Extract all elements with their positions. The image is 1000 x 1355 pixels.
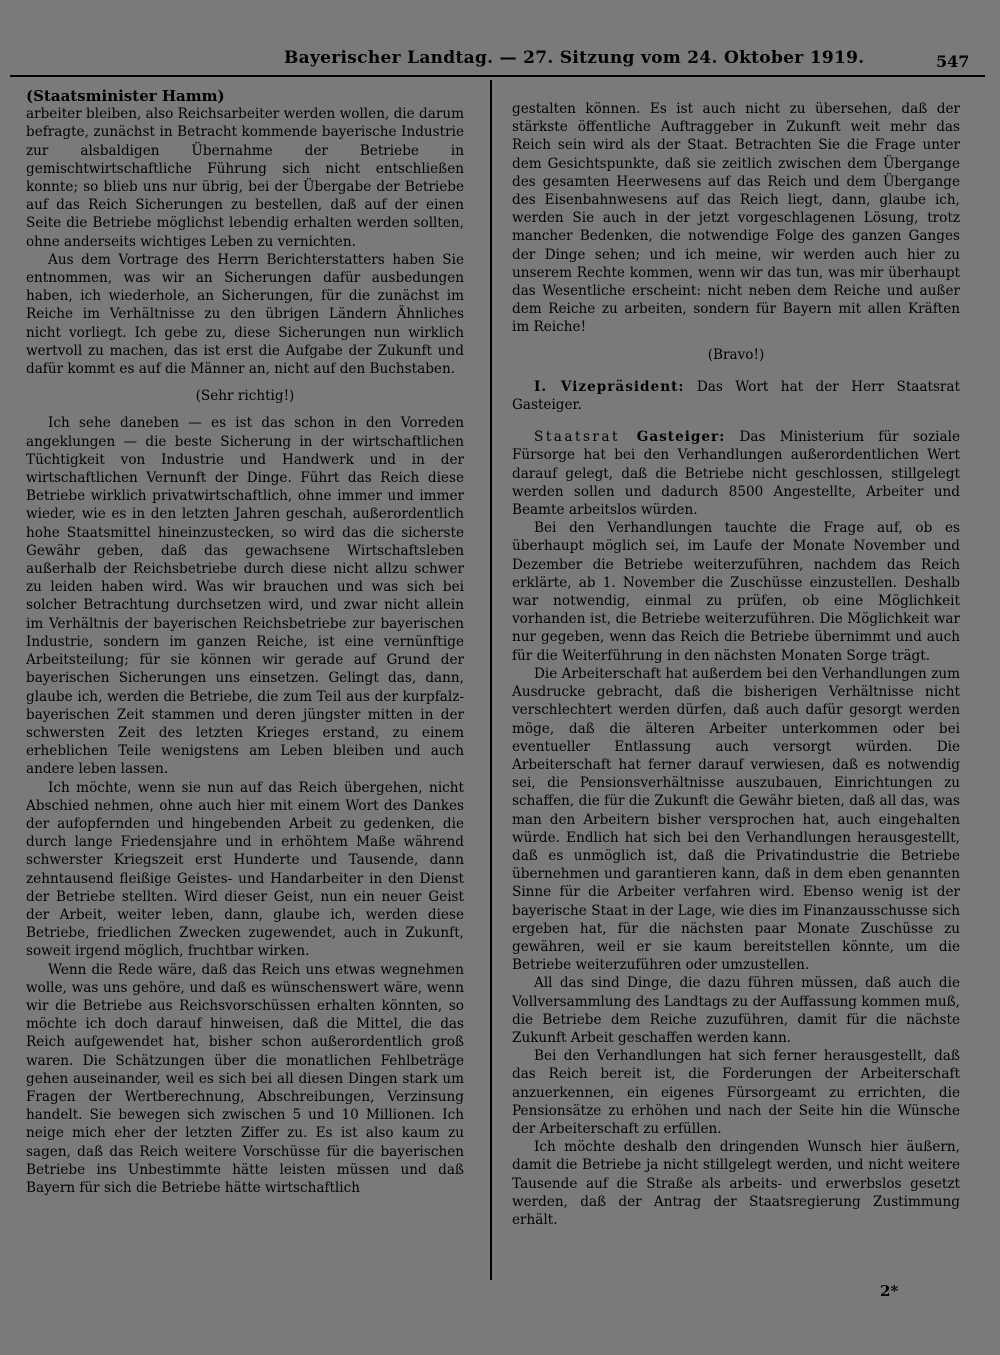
speaker-tag: (Staatsminister Hamm)	[26, 87, 225, 105]
paragraph: Die Arbeiterschaft hat außerdem bei den Verhandlungen zum Ausdrucke gebracht, daß die bisherigen Verhältnisse nicht verschlechtert werden dürfen, daß auch dafür gesorgt werden möge, daß die älteren Arbeiter unterkommen oder bei eventueller Entlassung auch versorgt würden. Die Arbeiterschaft hat ferner darauf verwiesen, daß es notwendig sei, die Pensionsverhältnisse auszubauen, Einrichtungen zu schaffen, die für die Zukunft die Gewähr bieten, daß all das, was man den Arbeitern bisher versprochen hat, auch eingehalten würde. Endlich hat sich bei den Verhandlungen herausgestellt, daß es unmöglich ist, daß die Privatindustrie die Betriebe übernehmen und garantieren kann, daß in dem eben genannten Sinne für die Arbeiter verfahren wird. Ebenso wenig ist der bayerische Staat in der Lage, wie dies im Finanzausschusse sich ergeben hat, für die nächsten paar Monate Zuschüsse zu gewähren, weil er sie kaum bereitstellen könnte, um die Betriebe weiterzuführen oder umzustellen.	[512, 665, 960, 974]
running-head: Bayerischer Landtag. — 27. Sitzung vom 24. Oktober 1919.	[284, 48, 865, 68]
paragraph: Ich möchte deshalb den dringenden Wunsch hier äußern, damit die Betriebe ja nicht stillgelegt werden, und nicht weitere Tausende auf die Straße als arbeits- und erwerbslos gesetzt werden, daß der Antrag der Staatsregierung Zustimmung erhält.	[512, 1139, 960, 1228]
paragraph: gestalten können. Es ist auch nicht zu übersehen, daß der stärkste öffentliche Auftraggeber in Zukunft weit mehr das Reich sein wird als der Staat. Betrachten Sie die Frage unter dem Gesichtspunkte, daß sie zeitlich zwischen dem Übergange des gesamten Heerwesens auf das Reich und dem Übergange des Eisenbahnwesens auf das Reich liegt, dann, glaube ich, werden Sie auch in der jetzt vorgeschlagenen Lösung, trotz mancher Bedenken, die notwendige Folge des ganzen Ganges der Dinge sehen; und ich meine, wir werden auch hier zu unserem Rechte kommen, wenn wir das tun, was mir überhaupt das Wesentliche erscheint: nicht neben dem Reiche und außer dem Reiche zu arbeiten, sondern für Bayern mit allen Kräften im Reiche!	[512, 101, 960, 336]
speaker-turn	[512, 428, 960, 519]
column-divider	[490, 80, 492, 1280]
page-number: 547	[936, 52, 970, 71]
page-header	[0, 48, 1000, 78]
speaker-text: Das Wort hat der Herr Staatsrat Gasteiger.	[512, 378, 961, 414]
right-column	[512, 100, 960, 1229]
paragraph: Bei den Verhandlungen tauchte die Frage auf, ob es überhaupt möglich sei, im Laufe der Monate November und Dezember die Betriebe weiterzuführen, nachdem das Reich erklärte, ab 1. November die Zuschüsse einzustellen. Deshalb war notwendig, einmal zu prüfen, ob eine Möglichkeit vorhanden ist, die Betriebe weiterzuführen. Die Möglichkeit war nur gegeben, wenn das Reich die Betriebe übernimmt und auch für die Weiterführung in den nächsten Monaten Sorge trägt.	[512, 520, 960, 664]
paragraph: Aus dem Vortrage des Herrn Berichterstatters haben Sie entnommen, was wir an Sicherungen dafür ausbedungen haben, ich wiederhole, an Sicherungen, für die zunächst im Reiche im Verhältnisse zu den übrigen Ländern Ähnliches nicht vorliegt. Ich gebe zu, diese Sicherungen nun wirklich wertvoll zu machen, das ist erst die Aufgabe der Zukunft und dafür kommt es auf die Männer an, nicht auf den Buchstaben.	[26, 251, 464, 378]
paragraph: Ich möchte, wenn sie nun auf das Reich übergehen, nicht Abschied nehmen, ohne auch hier mit einem Wort des Dankes der aufopfernden und hingebenden Arbeit zu gedenken, die durch lange Friedensjahre und in erhöhtem Maße während schwerster Kriegszeit erst Hunderte und Tausende, dann zehntausend fleißige Geistes- und Handarbeiter in den Dienst der Betriebe stellten. Wird dieser Geist, nun ein neuer Geist der Arbeit, weiter leben, dann, glaube ich, werden diese Betriebe, friedlichen Zwecken zugewendet, auch in Zukunft, soweit irgend möglich, fruchtbar wirken.	[26, 779, 464, 960]
speaker-title: Staatsrat	[534, 429, 637, 446]
paragraph: All das sind Dinge, die dazu führen müssen, daß auch die Vollversammlung des Landtags zu der Auffassung kommen muß, die Betriebe dem Reiche zuzuführen, damit für die nächste Zukunft Arbeit geschaffen werden kann.	[512, 975, 960, 1046]
header-rule	[10, 75, 985, 77]
paragraph: arbeiter bleiben, also Reichsarbeiter werden wollen, die darum befragte, zunächst in Betracht kommende bayerische Industrie zur alsbaldigen Übernahme der Betriebe in gemischtwirtschaftliche Führung sich nicht entschließen konnte; so blieb uns nur übrig, bei der Übergabe der Betriebe auf das Reich Sicherungen zu bestellen, daß auf der einen Seite die Betriebe möglichst lebendig erhalten werden sollten, ohne anderseits wichtiges Leben zu vernichten.	[26, 106, 464, 250]
speaker-text: Das Ministerium für soziale Fürsorge hat bei den Verhandlungen außerordentlichen Wert darauf gelegt, daß die Betriebe nicht geschlossen, stillgelegt werden sollen und dadurch 8500 Angestellte, Arbeiter und Beamte arbeitslos würden.	[512, 429, 960, 519]
paragraph: Wenn die Rede wäre, daß das Reich uns etwas wegnehmen wolle, was uns gehöre, und daß es wünschenswert wäre, wenn wir die Betriebe aus Reichsvorschüssen erhalten könnten, so möchte ich doch darauf hinweisen, daß die Mittel, die das Reich aufgewendet hat, bisher schon außerordentlich groß waren. Die Schätzungen über die monatlichen Fehlbeträge gehen auseinander, weil es sich bei all diesen Dingen stark um Fragen der Wertberechnung, Abschreibungen, Verzinsung handelt. Sie bewegen sich zwischen 5 und 10 Millionen. Ich neige mich eher der letzten Ziffer zu. Es ist also kaum zu sagen, daß das Reich weitere Vorschüsse für die bayerischen Betriebe ins Unbestimmte hätte leisten müssen und daß Bayern für sich die Betriebe hätte wirtschaftlich	[26, 961, 464, 1196]
speaker-label: I. Vizepräsident:	[534, 378, 685, 395]
signature-mark: 2*	[880, 1282, 899, 1300]
interjection: (Bravo!)	[707, 346, 765, 363]
left-column	[26, 87, 464, 1197]
interjection: (Sehr richtig!)	[195, 388, 295, 405]
paragraph: Bei den Verhandlungen hat sich ferner herausgestellt, daß das Reich bereit ist, die Forderungen der Arbeiterschaft anzuerkennen, ein eigenes Fürsorgeamt zu errichten, die Pensionsätze zu erhöhen und nach der Seite hin die Wünsche der Arbeiterschaft zu erfüllen.	[512, 1048, 960, 1137]
speaker-turn	[512, 378, 960, 414]
speaker-label: Gasteiger:	[636, 429, 726, 446]
paragraph: Ich sehe daneben — es ist das schon in den Vorreden angeklungen — die beste Sicherung in der wirtschaftlichen Tüchtigkeit von Industrie und Handwerk und in der wirtschaftlichen Vernunft der Dinge. Führt das Reich diese Betriebe wirklich privatwirtschaftlich, ohne immer und immer wieder, wie es in den letzten Jahren geschah, außerordentlich hohe Staatsmittel hineinzustecken, so wird das die sicherste Gewähr geben, daß das gewachsene Wirtschaftsleben außerhalb der Reichsbetriebe durch diese nicht allzu schwer zu leiden haben wird. Was wir brauchen und was sich bei solcher Betrachtung durchsetzen wird, und zwar nicht allein im Verhältnis der bayerischen Reichsbetriebe zur bayerischen Industrie, sondern im ganzen Reiche, ist eine vernünftige Arbeitsteilung; für sie können wir gerade auf Grund der bayerischen Sicherungen uns einsetzen. Gelingt das, dann, glaube ich, werden die Betriebe, die zum Teil aus der kurpfalz-bayerischen Zeit stammen und deren jüngster mitten in der schwersten Zeit des letzten Krieges erstand, zu einem erheblichen Teile wenigstens am Leben bleiben und auch andere leben lassen.	[26, 415, 464, 778]
